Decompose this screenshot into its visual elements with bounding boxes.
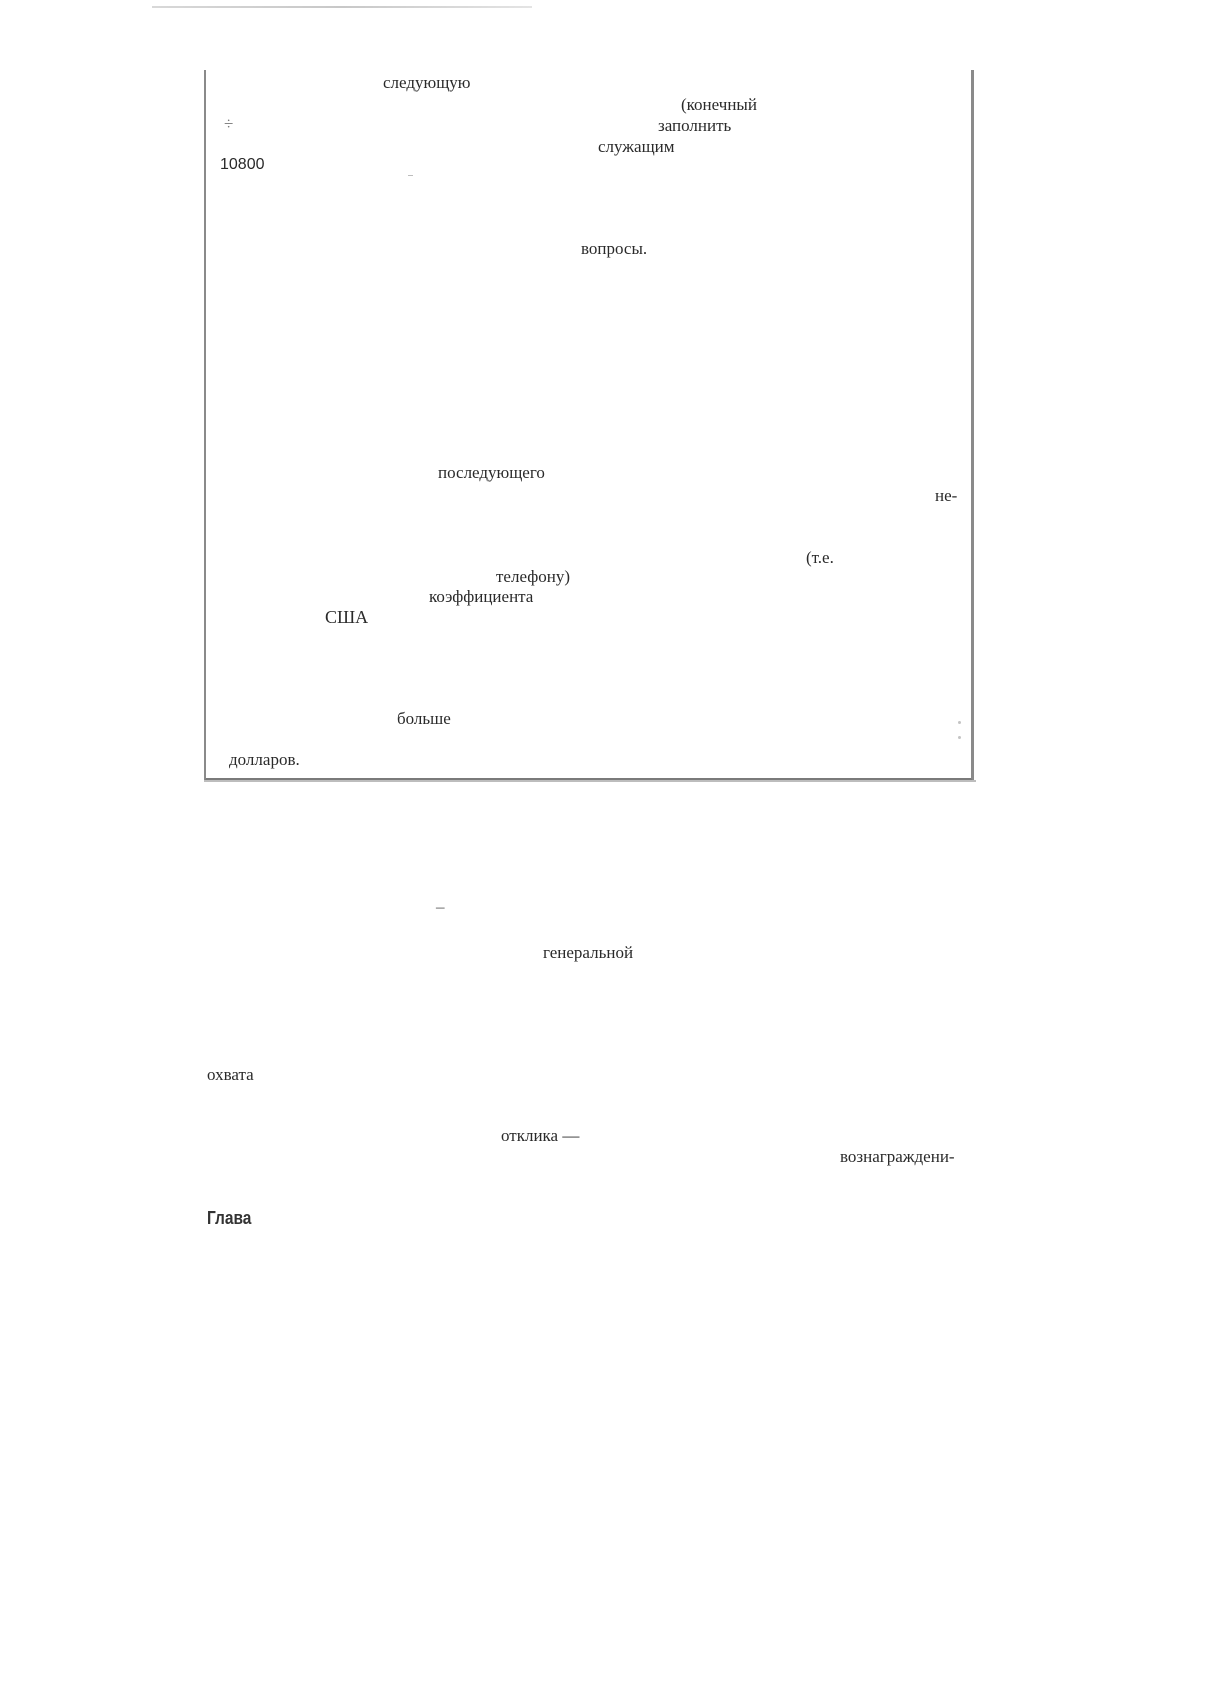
word-koeffitsienta: коэффициента	[429, 587, 534, 606]
word-sluzhashchim: служащим	[598, 137, 675, 156]
word-okhvata: охвата	[207, 1065, 254, 1084]
word-voprosy: вопросы.	[581, 239, 648, 258]
word-te: (т.е.	[806, 548, 834, 567]
faint-mark	[408, 175, 413, 176]
word-dash: –	[436, 897, 445, 916]
boxed-sidebar	[204, 70, 974, 782]
word-ne-hyphen: не-	[935, 486, 958, 505]
word-dollarov: долларов.	[229, 750, 300, 769]
word-posleduyushchego: последующего	[438, 463, 545, 482]
word-otklika: отклика —	[501, 1126, 580, 1145]
word-sleduyushchuyu: следующую	[383, 73, 471, 92]
word-zapolnit: заполнить	[658, 116, 732, 135]
word-telefonu: телефону)	[496, 567, 570, 586]
faint-dot	[958, 721, 961, 724]
boxed-sidebar-bottom-shadow	[204, 780, 976, 782]
word-konechny: (конечный	[681, 95, 757, 114]
division-sign: ÷	[224, 114, 234, 133]
word-voznagrazhdeni: вознаграждени-	[840, 1147, 955, 1166]
chapter-label: Глава	[207, 1208, 252, 1228]
top-scan-edge	[152, 6, 532, 8]
word-generalnoy: генеральной	[543, 943, 634, 962]
number-10800: 10800	[220, 156, 265, 173]
word-ssha: США	[325, 607, 369, 627]
faint-dot	[958, 736, 961, 739]
word-bolshe: больше	[397, 709, 451, 728]
